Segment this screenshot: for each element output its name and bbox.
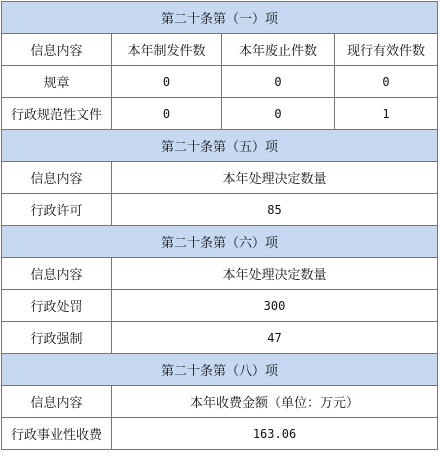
column-header: 信息内容 (2, 258, 112, 290)
column-header: 信息内容 (2, 34, 112, 66)
column-header: 本年收费金额（单位：万元） (112, 386, 438, 418)
section-title: 第二十条第（五）项 (2, 130, 438, 162)
table-row (2, 98, 438, 130)
table-row (2, 66, 438, 98)
row-label: 行政规范性文件 (2, 98, 112, 130)
cell-value: 0 (112, 66, 222, 98)
column-header: 现行有效件数 (335, 34, 438, 66)
table-row (2, 290, 438, 322)
section-2-title-row (2, 130, 438, 162)
disclosure-table (1, 1, 438, 450)
section-title: 第二十条第（六）项 (2, 226, 438, 258)
cell-value: 47 (112, 322, 438, 354)
column-header: 信息内容 (2, 162, 112, 194)
table-row (2, 418, 438, 450)
row-label: 行政处罚 (2, 290, 112, 322)
row-label: 行政事业性收费 (2, 418, 112, 450)
cell-value: 0 (335, 66, 438, 98)
section-4-header-row (2, 386, 438, 418)
disclosure-table-sheet (1, 1, 437, 450)
column-header: 本年制发件数 (112, 34, 222, 66)
row-label: 行政许可 (2, 194, 112, 226)
section-3-title-row (2, 226, 438, 258)
cell-value: 1 (335, 98, 438, 130)
table-row (2, 322, 438, 354)
cell-value: 0 (222, 98, 335, 130)
column-header: 本年废止件数 (222, 34, 335, 66)
cell-value: 163.06 (112, 418, 438, 450)
row-label: 行政强制 (2, 322, 112, 354)
column-header: 本年处理决定数量 (112, 162, 438, 194)
cell-value: 0 (222, 66, 335, 98)
cell-value: 300 (112, 290, 438, 322)
column-header: 信息内容 (2, 386, 112, 418)
section-2-header-row (2, 162, 438, 194)
cell-value: 85 (112, 194, 438, 226)
section-4-title-row (2, 354, 438, 386)
section-3-header-row (2, 258, 438, 290)
table-row (2, 194, 438, 226)
cell-value: 0 (112, 98, 222, 130)
section-title: 第二十条第（八）项 (2, 354, 438, 386)
column-header: 本年处理决定数量 (112, 258, 438, 290)
section-1-header-row (2, 34, 438, 66)
section-title: 第二十条第（一）项 (2, 2, 438, 34)
row-label: 规章 (2, 66, 112, 98)
section-1-title-row (2, 2, 438, 34)
